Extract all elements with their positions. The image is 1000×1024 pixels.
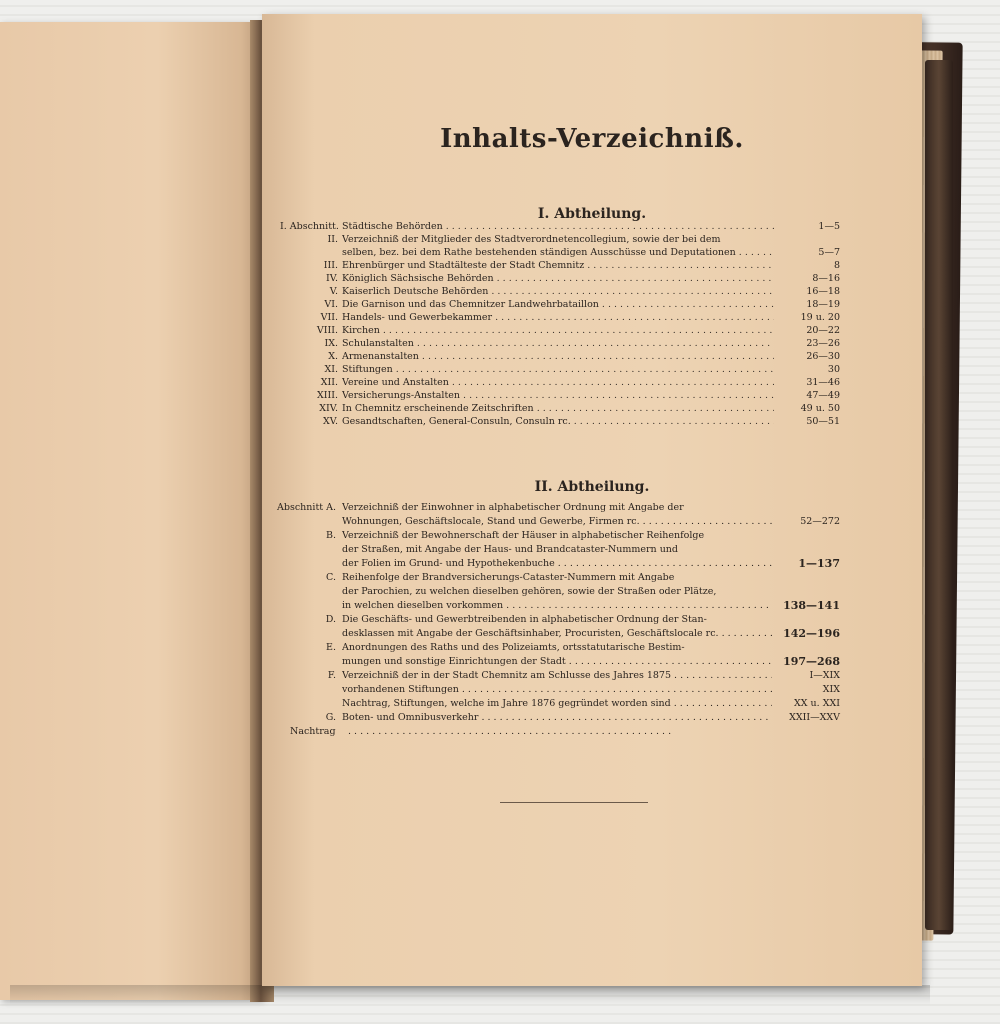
toc-entry-title: Ehrenbürger und Stadtälteste der Stadt Chemnitz . . . <box>342 259 774 272</box>
toc-entry-pages: 19 u. 20 <box>800 312 840 323</box>
toc-entry-pages: 142—196 <box>783 627 840 640</box>
toc-entry-line: in welchen dieselben vorkommen . . . <box>342 599 772 612</box>
toc-entry-line: vorhandenen Stiftungen . . . <box>342 683 772 696</box>
toc-content <box>262 14 922 986</box>
toc-entry-label: G. <box>325 712 336 723</box>
toc-entry-pages: 20—22 <box>806 325 840 336</box>
toc-entry-title: Gesandtschaften, General-Consuln, Consuln rc. . . . <box>342 415 774 428</box>
toc-entry-pages: 1—5 <box>818 221 840 232</box>
book-cover-edge <box>925 60 953 930</box>
toc-entry-number: XIII. <box>316 390 338 401</box>
toc-entry-pages: 16—18 <box>806 286 840 297</box>
shadow <box>10 985 930 1005</box>
toc-entry-pages: 5—7 <box>818 247 840 258</box>
toc-entry-pages: 52—272 <box>800 516 840 527</box>
toc-entry-line: Boten- und Omnibusverkehr . . . <box>342 711 772 724</box>
toc-entry-title: Kirchen . . . <box>342 324 774 337</box>
toc-entry <box>280 415 840 428</box>
toc-entry <box>262 724 840 738</box>
section-heading-part2: II. Abtheilung. <box>534 479 650 495</box>
toc-entry-line: der Straßen, mit Angabe der Haus- und Brandcataster-Nummern und <box>342 544 679 555</box>
toc-entry <box>262 612 840 640</box>
toc-entry-line: desklassen mit Angabe der Geschäftsinhaber, Procuristen, Geschäftslocale rc. . . . <box>342 627 772 640</box>
toc-entry-label: E. <box>326 642 336 653</box>
toc-entry-number: XI. <box>324 364 338 375</box>
toc-entry-title: Kaiserlich Deutsche Behörden . . . <box>342 285 774 298</box>
toc-entry <box>280 220 840 233</box>
toc-entry-label: C. <box>326 572 336 583</box>
toc-entry-pages: 8 <box>833 260 840 271</box>
left-page <box>0 22 262 1000</box>
toc-entry-line: Verzeichniß der in der Stadt Chemnitz am Schlusse des Jahres 1875 . . . <box>342 669 772 682</box>
toc-entry <box>262 570 840 612</box>
toc-entry-number: II. <box>327 234 338 245</box>
toc-entry-pages: 50—51 <box>806 416 840 427</box>
page-title: Inhalts-Verzeichniß. <box>440 124 744 154</box>
toc-entry <box>280 246 840 259</box>
toc-entry-pages: 1—137 <box>798 557 840 570</box>
toc-entry-line: der Folien im Grund- und Hypothekenbuche . . . <box>342 557 772 570</box>
toc-entry-line <box>348 725 772 738</box>
toc-entry-title: Armenanstalten . . . <box>342 350 774 363</box>
toc-entry-label: B. <box>325 530 336 541</box>
toc-entry-number: X. <box>328 351 338 362</box>
toc-entry-title: Die Garnison und das Chemnitzer Landwehrbataillon . . . <box>342 298 774 311</box>
toc-entry-number: V. <box>329 286 338 297</box>
toc-entry-label: F. <box>327 670 336 681</box>
toc-entry-pages: 18—19 <box>806 299 840 310</box>
divider-rule <box>500 802 648 803</box>
toc-entry <box>280 350 840 363</box>
toc-entry-pages: 47—49 <box>806 390 840 401</box>
toc-entry-pages: 49 u. 50 <box>800 403 840 414</box>
toc-entry <box>280 298 840 311</box>
toc-entry-number: VII. <box>320 312 338 323</box>
toc-entry <box>262 668 840 710</box>
toc-entry-number: III. <box>323 260 338 271</box>
toc-entry-number: IV. <box>326 273 338 284</box>
toc-entry-line: Wohnungen, Geschäftslocale, Stand und Gewerbe, Firmen rc. . . . <box>342 515 772 528</box>
toc-entry-number: XIV. <box>319 403 338 414</box>
toc-entry <box>280 233 840 246</box>
toc-entry-title: In Chemnitz erscheinende Zeitschriften . . . <box>342 402 774 415</box>
toc-entry <box>262 710 840 724</box>
toc-entry-number: IX. <box>324 338 338 349</box>
toc-entry-number: VI. <box>324 299 338 310</box>
toc-entry <box>280 324 840 337</box>
section-heading-part1: I. Abtheilung. <box>537 206 647 222</box>
toc-entry-title: Schulanstalten . . . <box>342 337 774 350</box>
toc-entry-line: Die Geschäfts- und Gewerbtreibenden in alphabetischer Ordnung der Stan- <box>342 614 707 625</box>
toc-entry <box>280 389 840 402</box>
toc-entry <box>280 272 840 285</box>
toc-entry-number: XV. <box>323 416 338 427</box>
toc-entry-pages: 23—26 <box>806 338 840 349</box>
toc-entry <box>280 376 840 389</box>
toc-entry <box>280 363 840 376</box>
toc-entry <box>262 500 840 528</box>
toc-entry-pages: XXII—XXV <box>789 712 840 723</box>
toc-entry-title: Stiftungen . . . <box>342 363 774 376</box>
toc-entry <box>262 528 840 570</box>
toc-entry <box>262 640 840 668</box>
toc-entry-title: Vereine und Anstalten . . . <box>342 376 774 389</box>
toc-entry <box>280 402 840 415</box>
toc-entry-pages: 8—16 <box>812 273 840 284</box>
toc-entry-pages: XX u. XXI <box>794 698 840 709</box>
toc-entry-label: Nachtrag <box>290 726 336 737</box>
toc-entry-pages: 30 <box>827 364 840 375</box>
toc-entry-pages: 197—268 <box>783 655 840 668</box>
toc-entry <box>280 259 840 272</box>
toc-entry-number: XII. <box>320 377 338 388</box>
toc-entry <box>280 285 840 298</box>
toc-entry-title: Handels- und Gewerbekammer . . . <box>342 311 774 324</box>
toc-entry-title: Versicherungs-Anstalten . . . <box>342 389 774 402</box>
toc-entry-line: Verzeichniß der Einwohner in alphabetischer Ordnung mit Angabe der <box>342 502 684 513</box>
toc-entry-line: mungen und sonstige Einrichtungen der Stadt . . . <box>342 655 772 668</box>
toc-entry-number: VIII. <box>316 325 338 336</box>
toc-entry-line: der Parochien, zu welchen dieselben gehören, sowie der Straßen oder Plätze, <box>342 586 717 597</box>
toc-entry-title: Königlich Sächsische Behörden . . . <box>342 272 774 285</box>
toc-part1 <box>280 220 840 428</box>
toc-entry-title: selben, bez. bei dem Rathe bestehenden ständigen Ausschüsse und Deputationen . . . <box>342 246 774 259</box>
toc-entry-label: Abschnitt A. <box>277 502 336 513</box>
toc-entry-line: Reihenfolge der Brandversicherungs-Cataster-Nummern mit Angabe <box>342 572 675 583</box>
toc-entry-line: Nachtrag, Stiftungen, welche im Jahre 1876 gegründet worden sind . . . <box>342 697 772 710</box>
toc-entry-pages: 26—30 <box>806 351 840 362</box>
toc-entry-line: Anordnungen des Raths und des Polizeiamts, ortsstatutarische Bestim- <box>342 642 685 653</box>
toc-entry-pages: I—XIX <box>809 670 840 681</box>
toc-entry-number: I. Abschnitt. <box>280 221 339 232</box>
toc-entry <box>280 337 840 350</box>
toc-entry-pages: XIX <box>822 684 840 695</box>
toc-entry-line: Verzeichniß der Bewohnerschaft der Häuser in alphabetischer Reihenfolge <box>342 530 705 541</box>
right-page <box>262 14 922 986</box>
toc-entry <box>280 311 840 324</box>
toc-part2 <box>262 500 840 738</box>
toc-entry-pages: 31—46 <box>806 377 840 388</box>
toc-entry-label: D. <box>325 614 336 625</box>
toc-entry-title: Städtische Behörden . . . <box>342 220 774 233</box>
toc-entry-title: Verzeichniß der Mitglieder des Stadtverordnetencollegium, sowie der bei dem <box>342 234 721 245</box>
toc-entry-pages: 138—141 <box>783 599 840 612</box>
